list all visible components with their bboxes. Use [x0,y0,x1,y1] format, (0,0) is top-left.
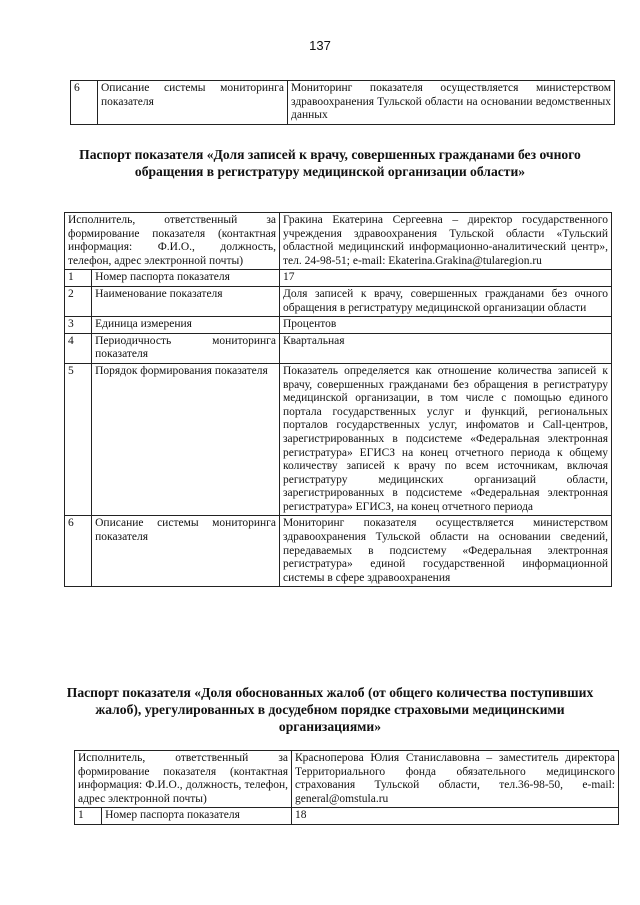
table-row [65,213,612,270]
row-value: Доля записей к врачу, совершенных гражданами без очного обращения в регистратуру медицинской организации области [280,286,612,316]
row-value: Мониторинг показателя осуществляется министерством здравоохранения Тульской области на основании ведомственных данных [288,81,615,125]
row-label: Периодичность мониторинга показателя [92,333,280,363]
row-label: Номер паспорта показателя [102,808,292,825]
row-number: 1 [75,808,102,825]
table-row [75,808,619,825]
passport-table-2 [74,750,619,825]
row-label: Наименование показателя [92,286,280,316]
executor-label: Исполнитель, ответственный за формирование показателя (контактная информация: Ф.И.О., должность, телефон, адрес электронной почты) [75,751,292,808]
table-row [65,363,612,516]
row-value: 18 [292,808,619,825]
row-number: 2 [65,286,92,316]
row-number: 1 [65,270,92,287]
table-row [65,317,612,334]
row-number: 6 [65,516,92,587]
executor-label: Исполнитель, ответственный за формирование показателя (контактная информация: Ф.И.О., должность, телефон, адрес электронной почты) [65,213,280,270]
table-row [71,81,615,125]
page-number: 137 [309,38,331,53]
table-row [75,751,619,808]
passport-table-1 [64,212,612,587]
row-value: Квартальная [280,333,612,363]
passport-title-1: Паспорт показателя «Доля записей к врачу, совершенных гражданами без очного обращения в регистратуру медицинской организации области» [79,147,581,179]
row-label: Единица измерения [92,317,280,334]
executor-value: Гракина Екатерина Сергеевна – директор государственного учреждения здравоохранения Тульской области «Тульский областной медицинский информационно-аналитический центр», тел. 24-98-51; e-mail: Ekaterina.Grakina@tularegion.ru [280,213,612,270]
row-number: 5 [65,363,92,516]
row-number: 6 [71,81,98,125]
row-label: Номер паспорта показателя [92,270,280,287]
row-label: Порядок формирования показателя [92,363,280,516]
continuation-table [70,80,615,125]
row-value: Показатель определяется как отношение количества записей к врачу, совершенных гражданами без обращения в регистратуру медицинской организации, в том числе с помощью единого портала государственных услуг и функций, региональных порталов государственных услуг, инфоматов и Call-центров, зарегистрированных в подсистеме «Федеральная электронная регистратура» ЕГИСЗ на конец отчетного периода к общему количеству записей к врачу по всем источникам, включая регистратуру медицинских организаций области, зарегистрированных в подсистеме «Федеральная электронная регистратура» ЕГИСЗ, на конец отчетного периода [280,363,612,516]
row-number: 3 [65,317,92,334]
row-number: 4 [65,333,92,363]
table-row [65,270,612,287]
table-row [65,286,612,316]
row-label: Описание системы мониторинга показателя [98,81,288,125]
row-label: Описание системы мониторинга показателя [92,516,280,587]
row-value: Мониторинг показателя осуществляется министерством здравоохранения Тульской области на основании сведений, передаваемых в подсистему «Федеральная электронная регистратура» единой государственной информационной системы в сфере здравоохранения [280,516,612,587]
executor-value: Красноперова Юлия Станиславовна – заместитель директора Территориального фонда обязательного медицинского страхования Тульской области, тел.36-98-50, e-mail: general@omstula.ru [292,751,619,808]
passport-title-2: Паспорт показателя «Доля обоснованных жалоб (от общего количества поступивших жалоб), урегулированных в досудебном порядке страховыми медицинскими организациями» [66,685,594,734]
table-row [65,333,612,363]
row-value: Процентов [280,317,612,334]
table-row [65,516,612,587]
row-value: 17 [280,270,612,287]
